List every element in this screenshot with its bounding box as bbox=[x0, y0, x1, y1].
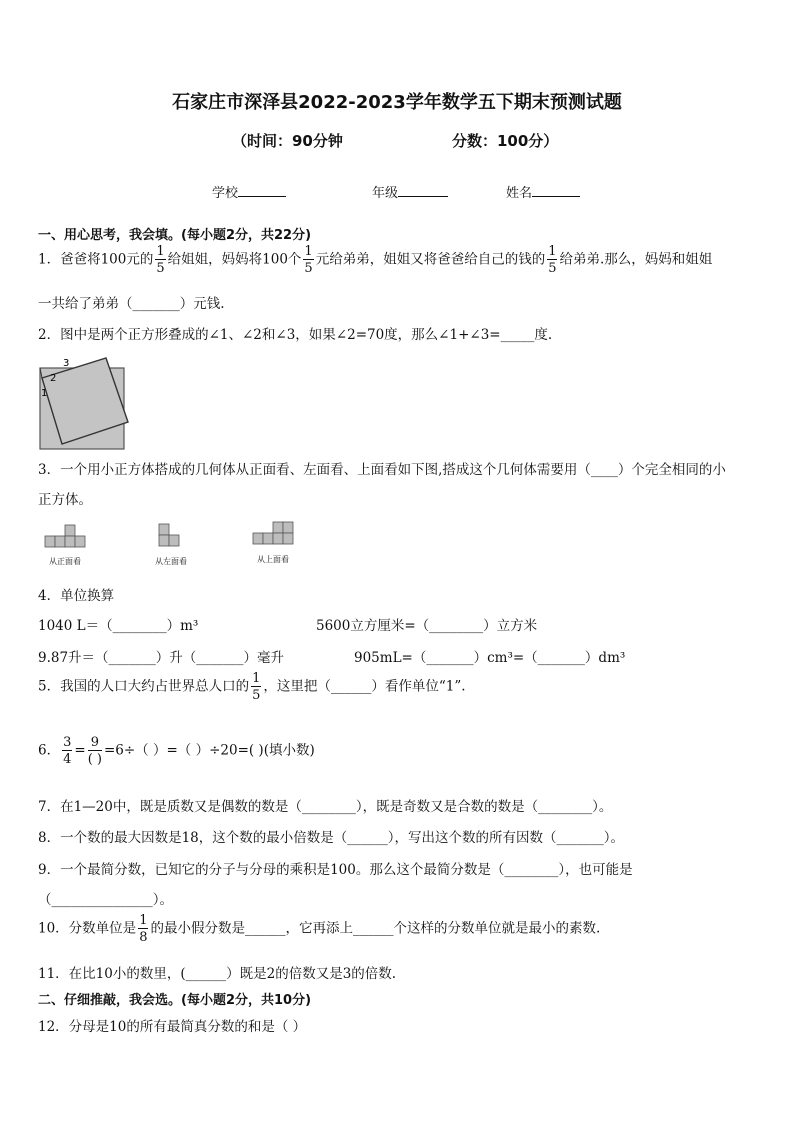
fraction: $\frac{1}{5}$ bbox=[548, 244, 557, 276]
angle-3-label: 3 bbox=[63, 358, 70, 369]
question-9: 9．一个最简分数，已知它的分子与分母的乘积是100。那么这个最简分数是（________），也可能是 bbox=[38, 862, 633, 878]
section-2-heading: 二、仔细推敲，我会选。(每小题2分，共10分) bbox=[38, 993, 312, 1008]
question-4-heading: 4．单位换算 bbox=[38, 588, 115, 604]
name-label: 姓名 bbox=[506, 186, 533, 201]
question-1-line-2: 一共给了弟弟（_______）元钱. bbox=[38, 296, 225, 312]
section-1-heading: 一、用心思考，我会填。(每小题2分，共22分) bbox=[38, 228, 312, 243]
question-2: 2．图中是两个正方形叠成的∠1、∠2和∠3，如果∠2=70度，那么∠1+∠3=_____度. bbox=[38, 327, 553, 343]
question-6: 6． $\frac{3}{4}$ = $\frac{9}{( )}$ =6÷（ ）=（ ）÷20=( )(填小数) bbox=[38, 735, 315, 767]
fraction: $\frac{1}{5}$ bbox=[156, 244, 165, 276]
fraction: $\frac{1}{5}$ bbox=[252, 671, 261, 703]
question-4b: 5600立方厘米=（________）立方米 bbox=[316, 618, 538, 634]
angle-1-label: 1 bbox=[41, 388, 48, 399]
overlapping-squares-figure bbox=[38, 356, 130, 452]
grade-label: 年级 bbox=[372, 186, 399, 201]
question-3: 3．一个用小正方体搭成的几何体从正面看、左面看、上面看如下图,搭成这个几何体需要用（____）个完全相同的小 bbox=[38, 462, 726, 478]
grade-field[interactable] bbox=[372, 182, 448, 201]
question-11: 11．在比10小的数里，(______）既是2的倍数又是3的倍数. bbox=[38, 966, 397, 982]
front-view-figure bbox=[42, 524, 88, 550]
question-4a: 1040 L＝（________）m³ bbox=[38, 618, 199, 634]
question-7: 7．在1—20中，既是质数又是偶数的数是（________），既是奇数又是合数的数是（________）。 bbox=[38, 799, 613, 815]
fraction: $\frac{1}{5}$ bbox=[304, 244, 313, 276]
exam-score: 分数：100分） bbox=[452, 132, 559, 150]
name-field[interactable] bbox=[506, 182, 580, 201]
school-label: 学校 bbox=[212, 186, 239, 201]
question-1: 1．爸爸将100元的 $\frac{1}{5}$ 给姐姐，妈妈将100个 $\frac{1}{5}$ 元给弟弟，姐姐又将爸爸给自己的钱的 $\frac{1}{5}$ 给弟弟.那么，妈妈和姐姐 bbox=[38, 244, 713, 276]
question-4c: 9.87升＝（_______）升（_______）毫升 bbox=[38, 650, 285, 666]
question-10: 10．分数单位是 $\frac{1}{8}$ 的最小假分数是______，它再添上______个这样的分数单位就是最小的素数. bbox=[38, 913, 601, 945]
exam-time: （时间：90分钟 bbox=[232, 132, 343, 150]
fraction: $\frac{9}{( )}$ bbox=[87, 735, 102, 767]
front-view-label: 从正面看 bbox=[49, 557, 81, 566]
question-8: 8．一个数的最大因数是18，这个数的最小倍数是（______），写出这个数的所有因数（_______）。 bbox=[38, 830, 625, 846]
fraction: $\frac{1}{8}$ bbox=[139, 913, 148, 945]
question-3-line-2: 正方体。 bbox=[38, 492, 92, 508]
top-view-label: 从上面看 bbox=[257, 555, 289, 564]
top-view-figure bbox=[252, 520, 298, 548]
angle-2-label: 2 bbox=[50, 373, 57, 384]
left-view-label: 从左面看 bbox=[155, 557, 187, 566]
school-field[interactable] bbox=[212, 182, 286, 201]
question-4d: 905mL=（_______）cm³=（_______）dm³ bbox=[354, 650, 626, 666]
question-5: 5．我国的人口大约占世界总人口的 $\frac{1}{5}$ ，这里把（______）看作单位“1”. bbox=[38, 671, 466, 703]
question-9-line-2: （_______________）。 bbox=[38, 892, 173, 908]
page-title: 石家庄市深泽县2022-2023学年数学五下期末预测试题 bbox=[172, 92, 622, 113]
question-12: 12．分母是10的所有最简真分数的和是（ ） bbox=[38, 1019, 307, 1035]
fraction: $\frac{3}{4}$ bbox=[63, 735, 72, 767]
left-view-figure bbox=[156, 522, 182, 550]
